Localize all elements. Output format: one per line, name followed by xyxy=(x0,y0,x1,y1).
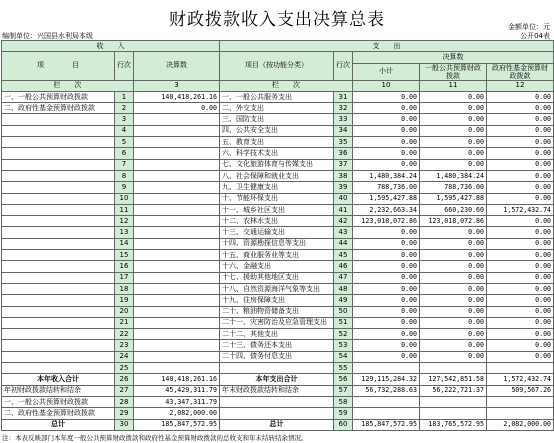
expense-general-public: 0.00 xyxy=(420,295,487,306)
expense-general-public: 0.00 xyxy=(420,91,487,102)
expense-row-no: 49 xyxy=(334,295,353,306)
income-amount: 0.00 xyxy=(134,103,220,114)
income-item xyxy=(2,227,115,238)
income-item: 本年收入合计 xyxy=(2,374,115,385)
income-amount: 43,347,311.79 xyxy=(134,396,220,407)
expense-row-no: 31 xyxy=(334,91,353,102)
expense-subtotal: 1,480,384.24 xyxy=(353,170,420,181)
income-row-no: 16 xyxy=(115,261,134,272)
table-row xyxy=(2,295,554,306)
expense-general-public: 123,018,072.86 xyxy=(420,216,487,227)
expense-gov-fund: 0.00 xyxy=(487,340,554,351)
header-row-sections xyxy=(2,41,554,52)
income-item: 一、一般公共预算财政拨款 xyxy=(2,396,115,407)
expense-subtotal: 0.00 xyxy=(353,250,420,261)
expense-row-no: 56 xyxy=(334,374,353,385)
col-index-10: 10 xyxy=(353,80,420,91)
expense-gov-fund: 0.00 xyxy=(487,193,554,204)
expense-subtotal: 0.00 xyxy=(353,317,420,328)
income-amount xyxy=(134,204,220,215)
expense-subtotal: 56,732,288.63 xyxy=(353,385,420,396)
income-row-no: 17 xyxy=(115,272,134,283)
table-row xyxy=(2,137,554,148)
expense-gov-fund: 0.00 xyxy=(487,216,554,227)
expense-row-no: 36 xyxy=(334,148,353,159)
col-index-3: 3 xyxy=(134,80,220,91)
income-item xyxy=(2,182,115,193)
income-row-no: 12 xyxy=(115,216,134,227)
expense-subtotal: 0.00 xyxy=(353,329,420,340)
expense-item: 十七、援助其他地区支出 xyxy=(220,272,334,283)
expense-gov-fund: 0.00 xyxy=(487,272,554,283)
expense-gov-fund: 0.00 xyxy=(487,227,554,238)
income-row-no: 21 xyxy=(115,317,134,328)
expense-item: 十六、金融支出 xyxy=(220,261,334,272)
expense-gov-fund: 1,572,432.74 xyxy=(487,204,554,215)
table-row xyxy=(2,261,554,272)
income-item xyxy=(2,148,115,159)
expense-subtotal: 0.00 xyxy=(353,283,420,294)
expense-gov-fund: 0.00 xyxy=(487,114,554,125)
income-item xyxy=(2,250,115,261)
income-item: 年初财政拨款结转和结余 xyxy=(2,385,115,396)
expense-gov-fund: 0.00 xyxy=(487,170,554,181)
expense-general-public: 0.00 xyxy=(420,261,487,272)
income-amount xyxy=(134,295,220,306)
expense-general-public: 0.00 xyxy=(420,159,487,170)
expense-general-public: 0.00 xyxy=(420,329,487,340)
expense-general-public: 1,595,427.88 xyxy=(420,193,487,204)
income-amount xyxy=(134,317,220,328)
expense-subtotal xyxy=(353,396,420,407)
expense-gov-fund: 0.00 xyxy=(487,125,554,136)
income-amount: 185,847,572.95 xyxy=(134,419,220,430)
table-row xyxy=(2,204,554,215)
income-amount xyxy=(134,148,220,159)
organization-name: 编制单位：兴国县水利局本级 xyxy=(2,32,93,40)
income-row-no: 10 xyxy=(115,193,134,204)
expense-subtotal: 0.00 xyxy=(353,227,420,238)
income-amount xyxy=(134,351,220,362)
expense-gov-fund: 0.00 xyxy=(487,182,554,193)
table-row xyxy=(2,125,554,136)
expense-general-public: 0.00 xyxy=(420,283,487,294)
income-amount xyxy=(134,227,220,238)
income-item xyxy=(2,363,115,374)
expense-row-no: 38 xyxy=(334,170,353,181)
expense-gov-fund: 0.00 xyxy=(487,329,554,340)
income-amount xyxy=(134,137,220,148)
expense-row-no: 57 xyxy=(334,385,353,396)
expense-subtotal: 1,595,427.88 xyxy=(353,193,420,204)
expense-general-public: 0.00 xyxy=(420,238,487,249)
expense-general-public: 0.00 xyxy=(420,114,487,125)
expense-item: 九、卫生健康支出 xyxy=(220,182,334,193)
income-row-no: 29 xyxy=(115,408,134,419)
expense-gov-fund: 0.00 xyxy=(487,91,554,102)
form-number: 公开04表 xyxy=(520,32,550,40)
income-row-no: 28 xyxy=(115,396,134,407)
expense-item: 六、科学技术支出 xyxy=(220,148,334,159)
expense-subtotal: 0.00 xyxy=(353,261,420,272)
expense-row-no: 35 xyxy=(334,137,353,148)
table-row xyxy=(2,227,554,238)
lanci-left: 栏 次 xyxy=(2,80,134,91)
expense-row-no: 55 xyxy=(334,363,353,374)
table-row xyxy=(2,385,554,396)
expense-row-no: 39 xyxy=(334,182,353,193)
income-item: 二、政府性基金预算财政拨款 xyxy=(2,408,115,419)
expense-item: 一、一般公共服务支出 xyxy=(220,91,334,102)
expense-item: 十五、商业服务业等支出 xyxy=(220,250,334,261)
expense-gov-fund: 0.00 xyxy=(487,261,554,272)
expense-gov-fund: 1,572,432.74 xyxy=(487,374,554,385)
income-row-no: 27 xyxy=(115,385,134,396)
expense-subtotal: 0.00 xyxy=(353,148,420,159)
expense-subtotal: 0.00 xyxy=(353,340,420,351)
expense-gov-fund: 0.00 xyxy=(487,306,554,317)
income-item: 总计 xyxy=(2,419,115,430)
income-amount: 45,429,311.79 xyxy=(134,385,220,396)
expense-gov-fund xyxy=(487,396,554,407)
expense-general-public: 788,736.00 xyxy=(420,182,487,193)
expense-general-public: 0.00 xyxy=(420,125,487,136)
income-row-no: 3 xyxy=(115,114,134,125)
income-item xyxy=(2,306,115,317)
expense-row-no: 51 xyxy=(334,317,353,328)
expense-item: 二十三、债务还本支出 xyxy=(220,340,334,351)
expense-item: 八、社会保障和就业支出 xyxy=(220,170,334,181)
table-row xyxy=(2,329,554,340)
expense-subtotal: 2,232,663.34 xyxy=(353,204,420,215)
income-amount xyxy=(134,182,220,193)
income-amount xyxy=(134,159,220,170)
income-amount xyxy=(134,125,220,136)
expense-subtotal: 129,115,284.32 xyxy=(353,374,420,385)
report-title: 财政拨款收入支出决算总表 xyxy=(169,10,385,30)
table-row xyxy=(2,374,554,385)
expense-item: 总计 xyxy=(220,419,334,430)
expense-item: 五、教育支出 xyxy=(220,137,334,148)
expense-row-no: 54 xyxy=(334,351,353,362)
income-item xyxy=(2,340,115,351)
table-row xyxy=(2,193,554,204)
expense-general-public: 183,765,572.95 xyxy=(420,419,487,430)
expense-row-no: 42 xyxy=(334,216,353,227)
expense-general-public: 660,230.60 xyxy=(420,204,487,215)
item-header: 项 目 xyxy=(2,52,115,80)
budget-header: 决算数 xyxy=(134,52,220,80)
income-row-no: 9 xyxy=(115,182,134,193)
expense-row-no: 47 xyxy=(334,272,353,283)
income-row-no: 1 xyxy=(115,91,134,102)
income-item xyxy=(2,125,115,136)
income-row-no: 11 xyxy=(115,204,134,215)
table-row xyxy=(2,91,554,102)
income-item xyxy=(2,137,115,148)
expense-gov-fund: 0.00 xyxy=(487,137,554,148)
general-public-header: 一般公共预算财政拨款 xyxy=(420,63,487,80)
expense-gov-fund: 509,567.26 xyxy=(487,385,554,396)
expense-subtotal: 0.00 xyxy=(353,103,420,114)
expense-gov-fund xyxy=(487,363,554,374)
expense-item: 四、公共安全支出 xyxy=(220,125,334,136)
income-amount xyxy=(134,114,220,125)
table-row xyxy=(2,419,554,430)
expense-header: 支 出 xyxy=(220,41,554,52)
expense-subtotal: 0.00 xyxy=(353,351,420,362)
expense-row-no: 50 xyxy=(334,306,353,317)
expense-subtotal: 0.00 xyxy=(353,137,420,148)
expense-gov-fund xyxy=(487,408,554,419)
table-row xyxy=(2,317,554,328)
income-item xyxy=(2,272,115,283)
budget-header-right: 决算数 xyxy=(353,52,554,63)
income-item xyxy=(2,216,115,227)
expense-gov-fund: 0.00 xyxy=(487,103,554,114)
row-no-header-right: 行次 xyxy=(334,52,353,80)
expense-gov-fund: 0.00 xyxy=(487,283,554,294)
income-row-no: 24 xyxy=(115,351,134,362)
expense-row-no: 40 xyxy=(334,193,353,204)
income-amount xyxy=(134,340,220,351)
table-row xyxy=(2,351,554,362)
expense-subtotal: 0.00 xyxy=(353,306,420,317)
expense-item: 二、外交支出 xyxy=(220,103,334,114)
income-item xyxy=(2,317,115,328)
expense-subtotal: 0.00 xyxy=(353,125,420,136)
table-row xyxy=(2,408,554,419)
expense-general-public: 127,542,851.58 xyxy=(420,374,487,385)
gov-fund-header: 政府性基金预算财政拨款 xyxy=(487,63,554,80)
expense-row-no: 46 xyxy=(334,261,353,272)
table-row xyxy=(2,238,554,249)
income-row-no: 25 xyxy=(115,363,134,374)
expense-row-no: 52 xyxy=(334,329,353,340)
income-amount xyxy=(134,329,220,340)
income-amount xyxy=(134,272,220,283)
income-row-no: 6 xyxy=(115,148,134,159)
expense-item: 十二、农林水支出 xyxy=(220,216,334,227)
income-item xyxy=(2,159,115,170)
expense-row-no: 43 xyxy=(334,227,353,238)
expense-item: 十、节能环保支出 xyxy=(220,193,334,204)
income-amount: 140,418,261.16 xyxy=(134,91,220,102)
expense-general-public: 0.00 xyxy=(420,272,487,283)
income-item xyxy=(2,238,115,249)
expense-general-public: 0.00 xyxy=(420,351,487,362)
expense-row-no: 45 xyxy=(334,250,353,261)
income-item xyxy=(2,261,115,272)
expense-item: 十八、自然资源海洋气象等支出 xyxy=(220,283,334,294)
income-item xyxy=(2,170,115,181)
income-amount xyxy=(134,216,220,227)
income-amount xyxy=(134,283,220,294)
expense-general-public: 0.00 xyxy=(420,148,487,159)
income-amount xyxy=(134,170,220,181)
table-row xyxy=(2,182,554,193)
expense-item: 二十四、债务付息支出 xyxy=(220,351,334,362)
income-row-no: 15 xyxy=(115,250,134,261)
col-index-11: 11 xyxy=(420,80,487,91)
expense-row-no: 59 xyxy=(334,408,353,419)
expense-item: 二十一、灾害防治及应急管理支出 xyxy=(220,317,334,328)
expense-item: 十一、城乡社区支出 xyxy=(220,204,334,215)
expense-item: 十三、交通运输支出 xyxy=(220,227,334,238)
income-item xyxy=(2,204,115,215)
expense-subtotal xyxy=(353,408,420,419)
expense-general-public xyxy=(420,408,487,419)
income-row-no: 5 xyxy=(115,137,134,148)
income-row-no: 4 xyxy=(115,125,134,136)
table-row xyxy=(2,306,554,317)
table-row xyxy=(2,396,554,407)
expense-row-no: 32 xyxy=(334,103,353,114)
row-no-header: 行次 xyxy=(115,52,134,80)
lanci-right: 栏 次 xyxy=(220,80,353,91)
expense-subtotal: 0.00 xyxy=(353,114,420,125)
expense-gov-fund: 0.00 xyxy=(487,250,554,261)
expense-general-public: 0.00 xyxy=(420,306,487,317)
subtotal-header: 小计 xyxy=(353,63,420,80)
expense-subtotal: 0.00 xyxy=(353,91,420,102)
income-amount: 2,082,000.00 xyxy=(134,408,220,419)
expense-subtotal: 0.00 xyxy=(353,295,420,306)
income-row-no: 26 xyxy=(115,374,134,385)
expense-item: 十四、资源勘探信息等支出 xyxy=(220,238,334,249)
expense-row-no: 60 xyxy=(334,419,353,430)
income-item xyxy=(2,193,115,204)
income-row-no: 7 xyxy=(115,159,134,170)
expense-general-public xyxy=(420,396,487,407)
income-amount xyxy=(134,193,220,204)
income-header: 收 入 xyxy=(2,41,220,52)
expense-row-no: 33 xyxy=(334,114,353,125)
income-row-no: 8 xyxy=(115,170,134,181)
table-row xyxy=(2,340,554,351)
expense-row-no: 37 xyxy=(334,159,353,170)
expense-general-public: 0.00 xyxy=(420,103,487,114)
expense-gov-fund: 0.00 xyxy=(487,295,554,306)
col-index-12: 12 xyxy=(487,80,554,91)
expense-row-no: 48 xyxy=(334,283,353,294)
column-index-row xyxy=(2,80,554,91)
budget-table xyxy=(1,40,554,431)
income-item xyxy=(2,283,115,294)
income-row-no: 20 xyxy=(115,306,134,317)
expense-row-no: 44 xyxy=(334,238,353,249)
expense-row-no: 53 xyxy=(334,340,353,351)
expense-subtotal: 185,847,572.95 xyxy=(353,419,420,430)
income-item: 二、政府性基金预算财政拨款 xyxy=(2,103,115,114)
expense-gov-fund: 2,082,000.00 xyxy=(487,419,554,430)
table-row xyxy=(2,170,554,181)
income-row-no: 18 xyxy=(115,283,134,294)
expense-general-public: 0.00 xyxy=(420,227,487,238)
expense-general-public: 1,480,384.24 xyxy=(420,170,487,181)
expense-item: 十九、住房保障支出 xyxy=(220,295,334,306)
expense-subtotal: 0.00 xyxy=(353,238,420,249)
table-row xyxy=(2,283,554,294)
table-row xyxy=(2,272,554,283)
expense-item: 二十二、其他支出 xyxy=(220,329,334,340)
expense-gov-fund: 0.00 xyxy=(487,159,554,170)
func-item-header: 项目（按功能分类） xyxy=(220,52,334,80)
income-item xyxy=(2,329,115,340)
income-amount xyxy=(134,250,220,261)
table-row xyxy=(2,250,554,261)
income-row-no: 22 xyxy=(115,329,134,340)
table-row xyxy=(2,216,554,227)
income-item xyxy=(2,351,115,362)
expense-item: 本年支出合计 xyxy=(220,374,334,385)
table-row xyxy=(2,159,554,170)
income-amount xyxy=(134,238,220,249)
expense-subtotal: 123,018,072.86 xyxy=(353,216,420,227)
currency-unit: 金额单位：元 xyxy=(508,23,550,31)
income-row-no: 2 xyxy=(115,103,134,114)
expense-item xyxy=(220,363,334,374)
income-item: 一、一般公共预算财政拨款 xyxy=(2,91,115,102)
expense-general-public: 0.00 xyxy=(420,340,487,351)
expense-item xyxy=(220,396,334,407)
income-amount xyxy=(134,261,220,272)
expense-general-public: 0.00 xyxy=(420,250,487,261)
expense-subtotal xyxy=(353,363,420,374)
expense-item xyxy=(220,408,334,419)
header-row-columns xyxy=(2,52,554,63)
expense-item: 年末财政拨款结转和结余 xyxy=(220,385,334,396)
income-amount: 140,418,261.16 xyxy=(134,374,220,385)
table-row xyxy=(2,148,554,159)
expense-row-no: 58 xyxy=(334,396,353,407)
table-row xyxy=(2,103,554,114)
income-item xyxy=(2,114,115,125)
income-amount xyxy=(134,306,220,317)
expense-gov-fund: 0.00 xyxy=(487,317,554,328)
income-item xyxy=(2,295,115,306)
income-row-no: 23 xyxy=(115,340,134,351)
income-row-no: 19 xyxy=(115,295,134,306)
table-row xyxy=(2,114,554,125)
expense-gov-fund: 0.00 xyxy=(487,238,554,249)
income-amount xyxy=(134,363,220,374)
expense-item: 三、国防支出 xyxy=(220,114,334,125)
income-row-no: 30 xyxy=(115,419,134,430)
expense-row-no: 34 xyxy=(334,125,353,136)
expense-general-public: 0.00 xyxy=(420,317,487,328)
expense-subtotal: 0.00 xyxy=(353,272,420,283)
expense-general-public xyxy=(420,363,487,374)
expense-gov-fund: 0.00 xyxy=(487,351,554,362)
expense-item: 七、文化旅游体育与传媒支出 xyxy=(220,159,334,170)
expense-subtotal: 788,736.00 xyxy=(353,182,420,193)
footnote: 注：本表反映部门本年度一般公共预算财政拨款和政府性基金预算财政拨款的总收支和年末结转结余情况。 xyxy=(2,434,308,442)
expense-item: 二十、粮油物资储备支出 xyxy=(220,306,334,317)
expense-general-public: 56,222,721.37 xyxy=(420,385,487,396)
table-row xyxy=(2,363,554,374)
expense-subtotal: 0.00 xyxy=(353,159,420,170)
income-row-no: 13 xyxy=(115,227,134,238)
income-row-no: 14 xyxy=(115,238,134,249)
expense-general-public: 0.00 xyxy=(420,137,487,148)
expense-gov-fund: 0.00 xyxy=(487,148,554,159)
expense-row-no: 41 xyxy=(334,204,353,215)
